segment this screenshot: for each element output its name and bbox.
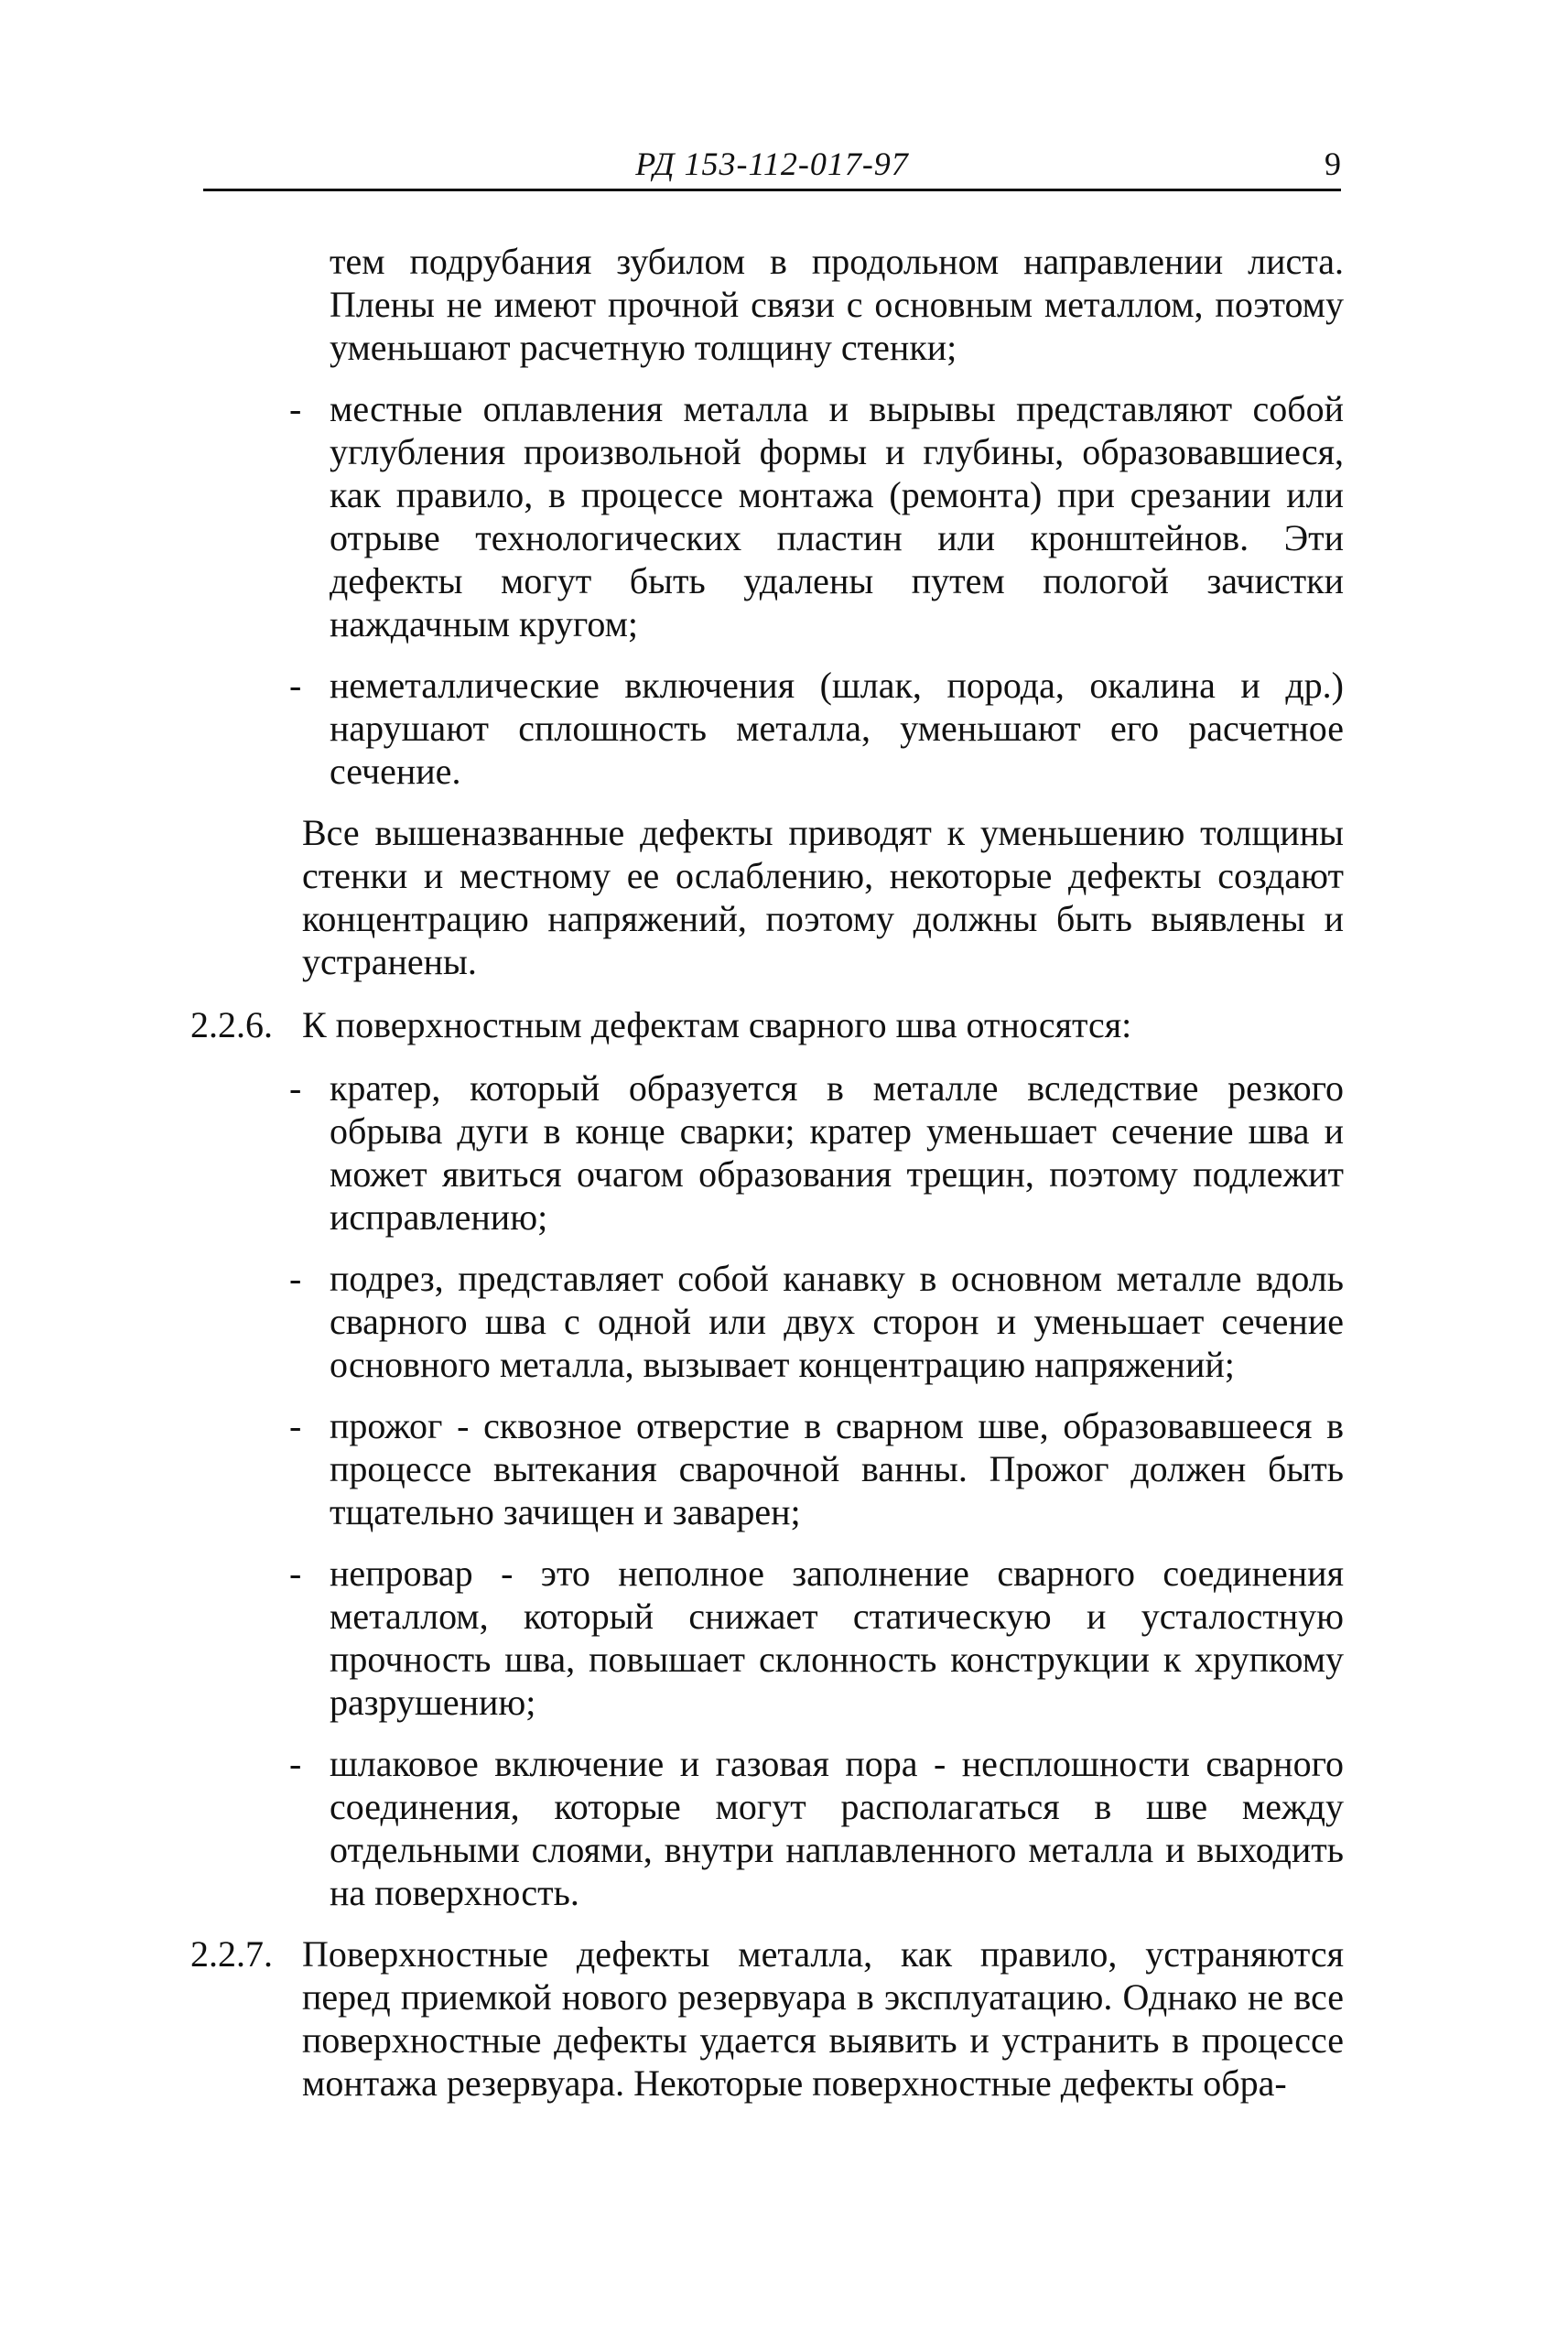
page-header (203, 145, 1341, 190)
section-text: К поверхностным дефектам сварного шва относятся: (302, 1004, 1132, 1045)
continued-paragraph: тем подрубания зубилом в продольном направлении листа. Плены не имеют прочной связи с основным металлом, поэтому уменьшают расчетную толщину стенки; (330, 241, 1344, 368)
page-number: 9 (1325, 146, 1341, 182)
list-item-text: подрез, представляет собой канавку в основном металле вдоль сварного шва с одной или двух сторон и уменьшает сечение основного металла, вызывает концентрацию напряжений; (330, 1258, 1344, 1385)
list-dash: - (289, 665, 302, 706)
list-item-text: кратер, который образуется в металле вследствие резкого обрыва дуги в конце сварки; кратер уменьшает сечение шва и может явиться очагом образования трещин, поэтому подлежит исправлению; (330, 1067, 1344, 1238)
list-dash: - (289, 1743, 302, 1784)
list-dash: - (289, 1067, 302, 1109)
document-code: РД 153-112-017-97 (635, 146, 909, 182)
list-item (289, 664, 1344, 793)
list-item (289, 1404, 1344, 1533)
list-item (289, 1552, 1344, 1724)
list-item-text: неметаллические включения (шлак, порода, окалина и др.) нарушают сплошность металла, уменьшают его расчетное сечение. (330, 665, 1344, 792)
summary-paragraph: Все вышеназванные дефекты приводят к уменьшению толщины стенки и местному ее ослаблению, некоторые дефекты создают концентрацию напряжений, поэтому должны быть выявлены и устранены. (302, 812, 1344, 982)
list-item-text: местные оплавления металла и вырывы представляют собой углубления произвольной формы и глубины, образовавшиеся, как правило, в процессе монтажа (ремонта) при срезании или отрыве технологических пластин или кронштейнов. Эти дефекты могут быть удалены путем пологой зачистки наждачным кругом; (330, 388, 1344, 644)
section-number: 2.2.7. (190, 1933, 273, 1975)
section-number: 2.2.6. (190, 1004, 273, 1045)
list-item (289, 387, 1344, 645)
list-item (289, 1257, 1344, 1386)
list-item-text: непровар - это неполное заполнение сварного соединения металлом, который снижает статическую и усталостную прочность шва, повышает склонность конструкции к хрупкому разрушению; (330, 1553, 1344, 1723)
document-body (190, 240, 1344, 2125)
section-text: Поверхностные дефекты металла, как правило, устраняются перед приемкой нового резервуара в эксплуатацию. Однако не все поверхностные дефекты удается выявить и устранить в процессе монтажа резервуара. Некоторые поверхностные дефекты обра- (302, 1933, 1344, 2104)
list-dash: - (289, 1553, 302, 1594)
list-item (289, 1066, 1344, 1239)
list-item-text: прожог - сквозное отверстие в сварном шве, образовавшееся в процессе вытекания сварочной ванны. Прожог должен быть тщательно зачищен и заварен; (330, 1405, 1344, 1532)
header-rule (203, 189, 1341, 191)
list-item (289, 1742, 1344, 1914)
list-dash: - (289, 1258, 302, 1299)
section-2-2-7 (190, 1932, 1344, 2105)
list-dash: - (289, 1405, 302, 1446)
list-dash: - (289, 388, 302, 429)
section-2-2-6 (190, 1003, 1344, 1046)
list-item-text: шлаковое включение и газовая пора - несплошности сварного соединения, которые могут располагаться в шве между отдельными слоями, внутри наплавленного металла и выходить на поверхность. (330, 1743, 1344, 1913)
